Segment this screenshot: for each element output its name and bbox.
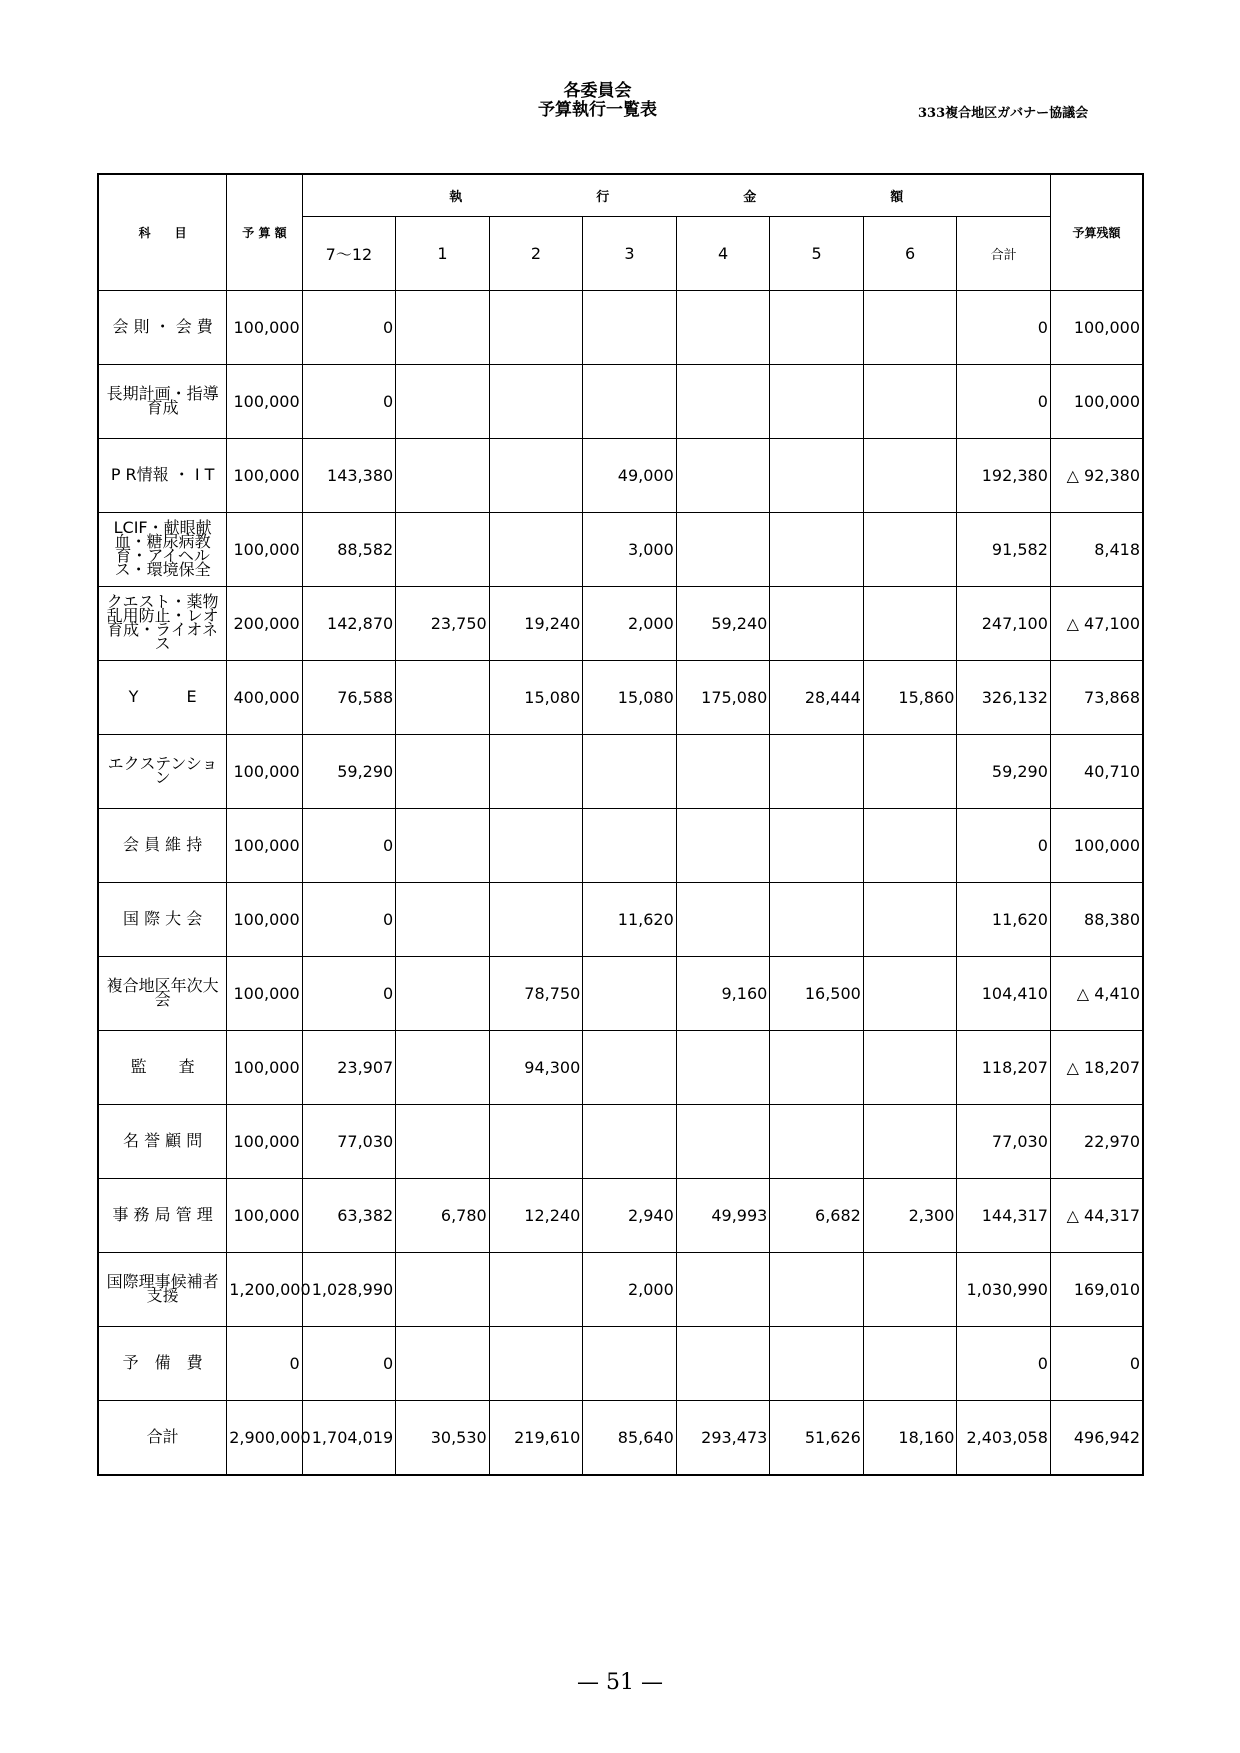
cell-m712: 76,588 bbox=[302, 660, 396, 734]
cell-m712: 23,907 bbox=[302, 1030, 396, 1104]
cell-m2 bbox=[489, 734, 583, 808]
row-item-name: 会 員 維 持 bbox=[98, 808, 227, 882]
col-header-month-5: 5 bbox=[770, 216, 864, 290]
row-item-name: 国際理事候補者支援 bbox=[98, 1252, 227, 1326]
table-row bbox=[98, 660, 1143, 734]
col-header-month-1: 1 bbox=[396, 216, 490, 290]
cell-m5 bbox=[770, 1326, 864, 1400]
cell-m2: 19,240 bbox=[489, 586, 583, 660]
table-row bbox=[98, 734, 1143, 808]
cell-m4 bbox=[676, 1252, 770, 1326]
cell-m2 bbox=[489, 512, 583, 586]
cell-total: 59,290 bbox=[957, 734, 1051, 808]
cell-remaining: △ 18,207 bbox=[1050, 1030, 1143, 1104]
cell-remaining: 100,000 bbox=[1050, 290, 1143, 364]
row-item-name: クエスト・薬物乱用防止・レオ育成・ライオネス bbox=[98, 586, 227, 660]
cell-budget: 200,000 bbox=[227, 586, 302, 660]
cell-m712: 0 bbox=[302, 956, 396, 1030]
cell-m5: 16,500 bbox=[770, 956, 864, 1030]
cell-remaining: 169,010 bbox=[1050, 1252, 1143, 1326]
cell-m712: 0 bbox=[302, 364, 396, 438]
table-row bbox=[98, 512, 1143, 586]
cell-m4 bbox=[676, 1104, 770, 1178]
col-header-total: 合計 bbox=[957, 216, 1051, 290]
cell-m4: 49,993 bbox=[676, 1178, 770, 1252]
page-number: — 51 — bbox=[577, 1670, 663, 1695]
cell-m712: 0 bbox=[302, 882, 396, 956]
col-header-month-7-12: 7〜12 bbox=[302, 216, 396, 290]
cell-remaining: 22,970 bbox=[1050, 1104, 1143, 1178]
cell-m2: 15,080 bbox=[489, 660, 583, 734]
cell-m2: 12,240 bbox=[489, 1178, 583, 1252]
cell-m4: 293,473 bbox=[676, 1400, 770, 1475]
cell-m6 bbox=[863, 290, 957, 364]
cell-m2 bbox=[489, 1252, 583, 1326]
cell-remaining: 40,710 bbox=[1050, 734, 1143, 808]
cell-m5: 51,626 bbox=[770, 1400, 864, 1475]
cell-remaining: △ 44,317 bbox=[1050, 1178, 1143, 1252]
table-row bbox=[98, 808, 1143, 882]
cell-m5 bbox=[770, 734, 864, 808]
cell-m712: 0 bbox=[302, 1326, 396, 1400]
cell-remaining: 88,380 bbox=[1050, 882, 1143, 956]
table-row bbox=[98, 438, 1143, 512]
cell-m6 bbox=[863, 364, 957, 438]
col-header-month-4: 4 bbox=[676, 216, 770, 290]
cell-budget: 100,000 bbox=[227, 1030, 302, 1104]
cell-m3 bbox=[583, 1030, 677, 1104]
cell-m3: 85,640 bbox=[583, 1400, 677, 1475]
cell-m1 bbox=[396, 734, 490, 808]
cell-m4 bbox=[676, 1326, 770, 1400]
exec-char-4: 額 bbox=[890, 189, 904, 205]
cell-m2 bbox=[489, 1104, 583, 1178]
cell-m712: 142,870 bbox=[302, 586, 396, 660]
cell-m5 bbox=[770, 512, 864, 586]
cell-m1 bbox=[396, 660, 490, 734]
cell-total: 0 bbox=[957, 290, 1051, 364]
cell-m5 bbox=[770, 438, 864, 512]
title-line-2: 予算執行一覧表 bbox=[538, 100, 657, 120]
exec-char-3: 金 bbox=[743, 189, 757, 205]
row-item-name: 予 備 費 bbox=[98, 1326, 227, 1400]
cell-m5 bbox=[770, 1252, 864, 1326]
cell-m712: 1,028,990 bbox=[302, 1252, 396, 1326]
cell-m3 bbox=[583, 1326, 677, 1400]
cell-m6 bbox=[863, 1030, 957, 1104]
cell-m2: 219,610 bbox=[489, 1400, 583, 1475]
cell-m4 bbox=[676, 438, 770, 512]
cell-budget: 100,000 bbox=[227, 512, 302, 586]
cell-remaining: 8,418 bbox=[1050, 512, 1143, 586]
cell-total: 104,410 bbox=[957, 956, 1051, 1030]
col-header-month-2: 2 bbox=[489, 216, 583, 290]
cell-m712: 63,382 bbox=[302, 1178, 396, 1252]
cell-m3 bbox=[583, 364, 677, 438]
cell-m1 bbox=[396, 364, 490, 438]
cell-budget: 100,000 bbox=[227, 1178, 302, 1252]
row-item-name: 名 誉 顧 問 bbox=[98, 1104, 227, 1178]
col-header-month-6: 6 bbox=[863, 216, 957, 290]
cell-m1: 23,750 bbox=[396, 586, 490, 660]
cell-budget: 2,900,000 bbox=[227, 1400, 302, 1475]
cell-m1: 30,530 bbox=[396, 1400, 490, 1475]
cell-m1 bbox=[396, 1104, 490, 1178]
cell-m3: 15,080 bbox=[583, 660, 677, 734]
cell-m4: 9,160 bbox=[676, 956, 770, 1030]
cell-m6: 18,160 bbox=[863, 1400, 957, 1475]
cell-budget: 100,000 bbox=[227, 1104, 302, 1178]
cell-m2: 94,300 bbox=[489, 1030, 583, 1104]
cell-m2 bbox=[489, 290, 583, 364]
cell-m712: 77,030 bbox=[302, 1104, 396, 1178]
table-row bbox=[98, 956, 1143, 1030]
cell-remaining: △ 4,410 bbox=[1050, 956, 1143, 1030]
budget-table bbox=[97, 173, 1144, 1476]
header-row-1 bbox=[98, 174, 1143, 216]
cell-m4 bbox=[676, 364, 770, 438]
cell-m712: 143,380 bbox=[302, 438, 396, 512]
cell-m3: 11,620 bbox=[583, 882, 677, 956]
cell-m6 bbox=[863, 1252, 957, 1326]
cell-m6: 2,300 bbox=[863, 1178, 957, 1252]
cell-total: 118,207 bbox=[957, 1030, 1051, 1104]
table-row bbox=[98, 1030, 1143, 1104]
cell-m6 bbox=[863, 734, 957, 808]
cell-budget: 400,000 bbox=[227, 660, 302, 734]
cell-total: 247,100 bbox=[957, 586, 1051, 660]
cell-m1 bbox=[396, 438, 490, 512]
table-row bbox=[98, 1252, 1143, 1326]
cell-budget: 100,000 bbox=[227, 290, 302, 364]
cell-m1: 6,780 bbox=[396, 1178, 490, 1252]
cell-m6 bbox=[863, 882, 957, 956]
cell-m5 bbox=[770, 882, 864, 956]
title-line-1: 各委員会 bbox=[563, 81, 632, 101]
cell-remaining: △ 47,100 bbox=[1050, 586, 1143, 660]
cell-m4 bbox=[676, 290, 770, 364]
cell-total: 0 bbox=[957, 808, 1051, 882]
cell-m6 bbox=[863, 956, 957, 1030]
cell-m6 bbox=[863, 438, 957, 512]
cell-remaining: 496,942 bbox=[1050, 1400, 1143, 1475]
cell-m5: 28,444 bbox=[770, 660, 864, 734]
cell-m5 bbox=[770, 586, 864, 660]
row-item-name: 複合地区年次大会 bbox=[98, 956, 227, 1030]
cell-m1 bbox=[396, 512, 490, 586]
table-row bbox=[98, 586, 1143, 660]
table-row bbox=[98, 882, 1143, 956]
cell-m5 bbox=[770, 808, 864, 882]
cell-m1 bbox=[396, 956, 490, 1030]
cell-m2 bbox=[489, 438, 583, 512]
col-header-budget: 予 算 額 bbox=[227, 174, 302, 290]
cell-m2 bbox=[489, 808, 583, 882]
cell-remaining: 0 bbox=[1050, 1326, 1143, 1400]
cell-m3: 3,000 bbox=[583, 512, 677, 586]
cell-m2 bbox=[489, 364, 583, 438]
cell-total: 326,132 bbox=[957, 660, 1051, 734]
cell-m3 bbox=[583, 956, 677, 1030]
row-item-name: 監 査 bbox=[98, 1030, 227, 1104]
cell-total: 0 bbox=[957, 1326, 1051, 1400]
cell-m712: 0 bbox=[302, 290, 396, 364]
cell-m5 bbox=[770, 1030, 864, 1104]
cell-m2 bbox=[489, 1326, 583, 1400]
cell-m712: 88,582 bbox=[302, 512, 396, 586]
cell-budget: 100,000 bbox=[227, 438, 302, 512]
cell-m5 bbox=[770, 290, 864, 364]
cell-m6 bbox=[863, 586, 957, 660]
cell-m6 bbox=[863, 808, 957, 882]
cell-m1 bbox=[396, 1252, 490, 1326]
cell-remaining: 100,000 bbox=[1050, 364, 1143, 438]
table-body bbox=[98, 290, 1143, 1475]
cell-budget: 1,200,000 bbox=[227, 1252, 302, 1326]
col-header-execution bbox=[302, 174, 1050, 216]
row-item-name: 合計 bbox=[98, 1400, 227, 1475]
cell-m3 bbox=[583, 1104, 677, 1178]
exec-char-2: 行 bbox=[596, 189, 610, 205]
col-header-item: 科 目 bbox=[98, 174, 227, 290]
cell-m3 bbox=[583, 808, 677, 882]
cell-remaining: 73,868 bbox=[1050, 660, 1143, 734]
cell-m6: 15,860 bbox=[863, 660, 957, 734]
cell-m6 bbox=[863, 1326, 957, 1400]
cell-m1 bbox=[396, 1326, 490, 1400]
cell-m4 bbox=[676, 1030, 770, 1104]
cell-total: 144,317 bbox=[957, 1178, 1051, 1252]
row-item-name: Y E bbox=[98, 660, 227, 734]
cell-m4 bbox=[676, 882, 770, 956]
cell-m3: 49,000 bbox=[583, 438, 677, 512]
cell-m712: 0 bbox=[302, 808, 396, 882]
cell-total: 192,380 bbox=[957, 438, 1051, 512]
cell-m3 bbox=[583, 734, 677, 808]
cell-total: 2,403,058 bbox=[957, 1400, 1051, 1475]
row-item-name: P R情報 ・ I T bbox=[98, 438, 227, 512]
cell-budget: 100,000 bbox=[227, 956, 302, 1030]
cell-m712: 59,290 bbox=[302, 734, 396, 808]
cell-budget: 0 bbox=[227, 1326, 302, 1400]
cell-total: 0 bbox=[957, 364, 1051, 438]
cell-m5 bbox=[770, 1104, 864, 1178]
cell-m1 bbox=[396, 290, 490, 364]
cell-m712: 1,704,019 bbox=[302, 1400, 396, 1475]
cell-m6 bbox=[863, 1104, 957, 1178]
row-item-name: 国 際 大 会 bbox=[98, 882, 227, 956]
row-item-name: 長期計画・指導育成 bbox=[98, 364, 227, 438]
cell-m5 bbox=[770, 364, 864, 438]
cell-m4: 175,080 bbox=[676, 660, 770, 734]
cell-m4 bbox=[676, 734, 770, 808]
row-item-name: 会 則 ・ 会 費 bbox=[98, 290, 227, 364]
cell-total: 1,030,990 bbox=[957, 1252, 1051, 1326]
cell-m2: 78,750 bbox=[489, 956, 583, 1030]
table-row bbox=[98, 1326, 1143, 1400]
organization-name: 333複合地区ガバナー協議会 bbox=[918, 106, 1089, 121]
table-row bbox=[98, 364, 1143, 438]
cell-budget: 100,000 bbox=[227, 808, 302, 882]
cell-m3: 2,000 bbox=[583, 586, 677, 660]
cell-m1 bbox=[396, 882, 490, 956]
cell-m5: 6,682 bbox=[770, 1178, 864, 1252]
cell-m6 bbox=[863, 512, 957, 586]
cell-m4 bbox=[676, 808, 770, 882]
cell-m4: 59,240 bbox=[676, 586, 770, 660]
col-header-remaining: 予算残額 bbox=[1050, 174, 1143, 290]
cell-budget: 100,000 bbox=[227, 364, 302, 438]
cell-m1 bbox=[396, 808, 490, 882]
col-header-month-3: 3 bbox=[583, 216, 677, 290]
cell-m3 bbox=[583, 290, 677, 364]
exec-char-1: 執 bbox=[449, 189, 463, 205]
cell-m4 bbox=[676, 512, 770, 586]
cell-remaining: 100,000 bbox=[1050, 808, 1143, 882]
cell-m1 bbox=[396, 1030, 490, 1104]
cell-budget: 100,000 bbox=[227, 882, 302, 956]
table-row bbox=[98, 1104, 1143, 1178]
table-row bbox=[98, 1400, 1143, 1475]
cell-m2 bbox=[489, 882, 583, 956]
cell-total: 91,582 bbox=[957, 512, 1051, 586]
cell-total: 11,620 bbox=[957, 882, 1051, 956]
cell-m3: 2,940 bbox=[583, 1178, 677, 1252]
cell-m3: 2,000 bbox=[583, 1252, 677, 1326]
row-item-name: 事 務 局 管 理 bbox=[98, 1178, 227, 1252]
row-item-name: エクステンション bbox=[98, 734, 227, 808]
cell-remaining: △ 92,380 bbox=[1050, 438, 1143, 512]
cell-budget: 100,000 bbox=[227, 734, 302, 808]
row-item-name: LCIF・献眼献血・糖尿病教育・アイヘルス・環境保全 bbox=[98, 512, 227, 586]
table-row bbox=[98, 1178, 1143, 1252]
table-row bbox=[98, 290, 1143, 364]
cell-total: 77,030 bbox=[957, 1104, 1051, 1178]
